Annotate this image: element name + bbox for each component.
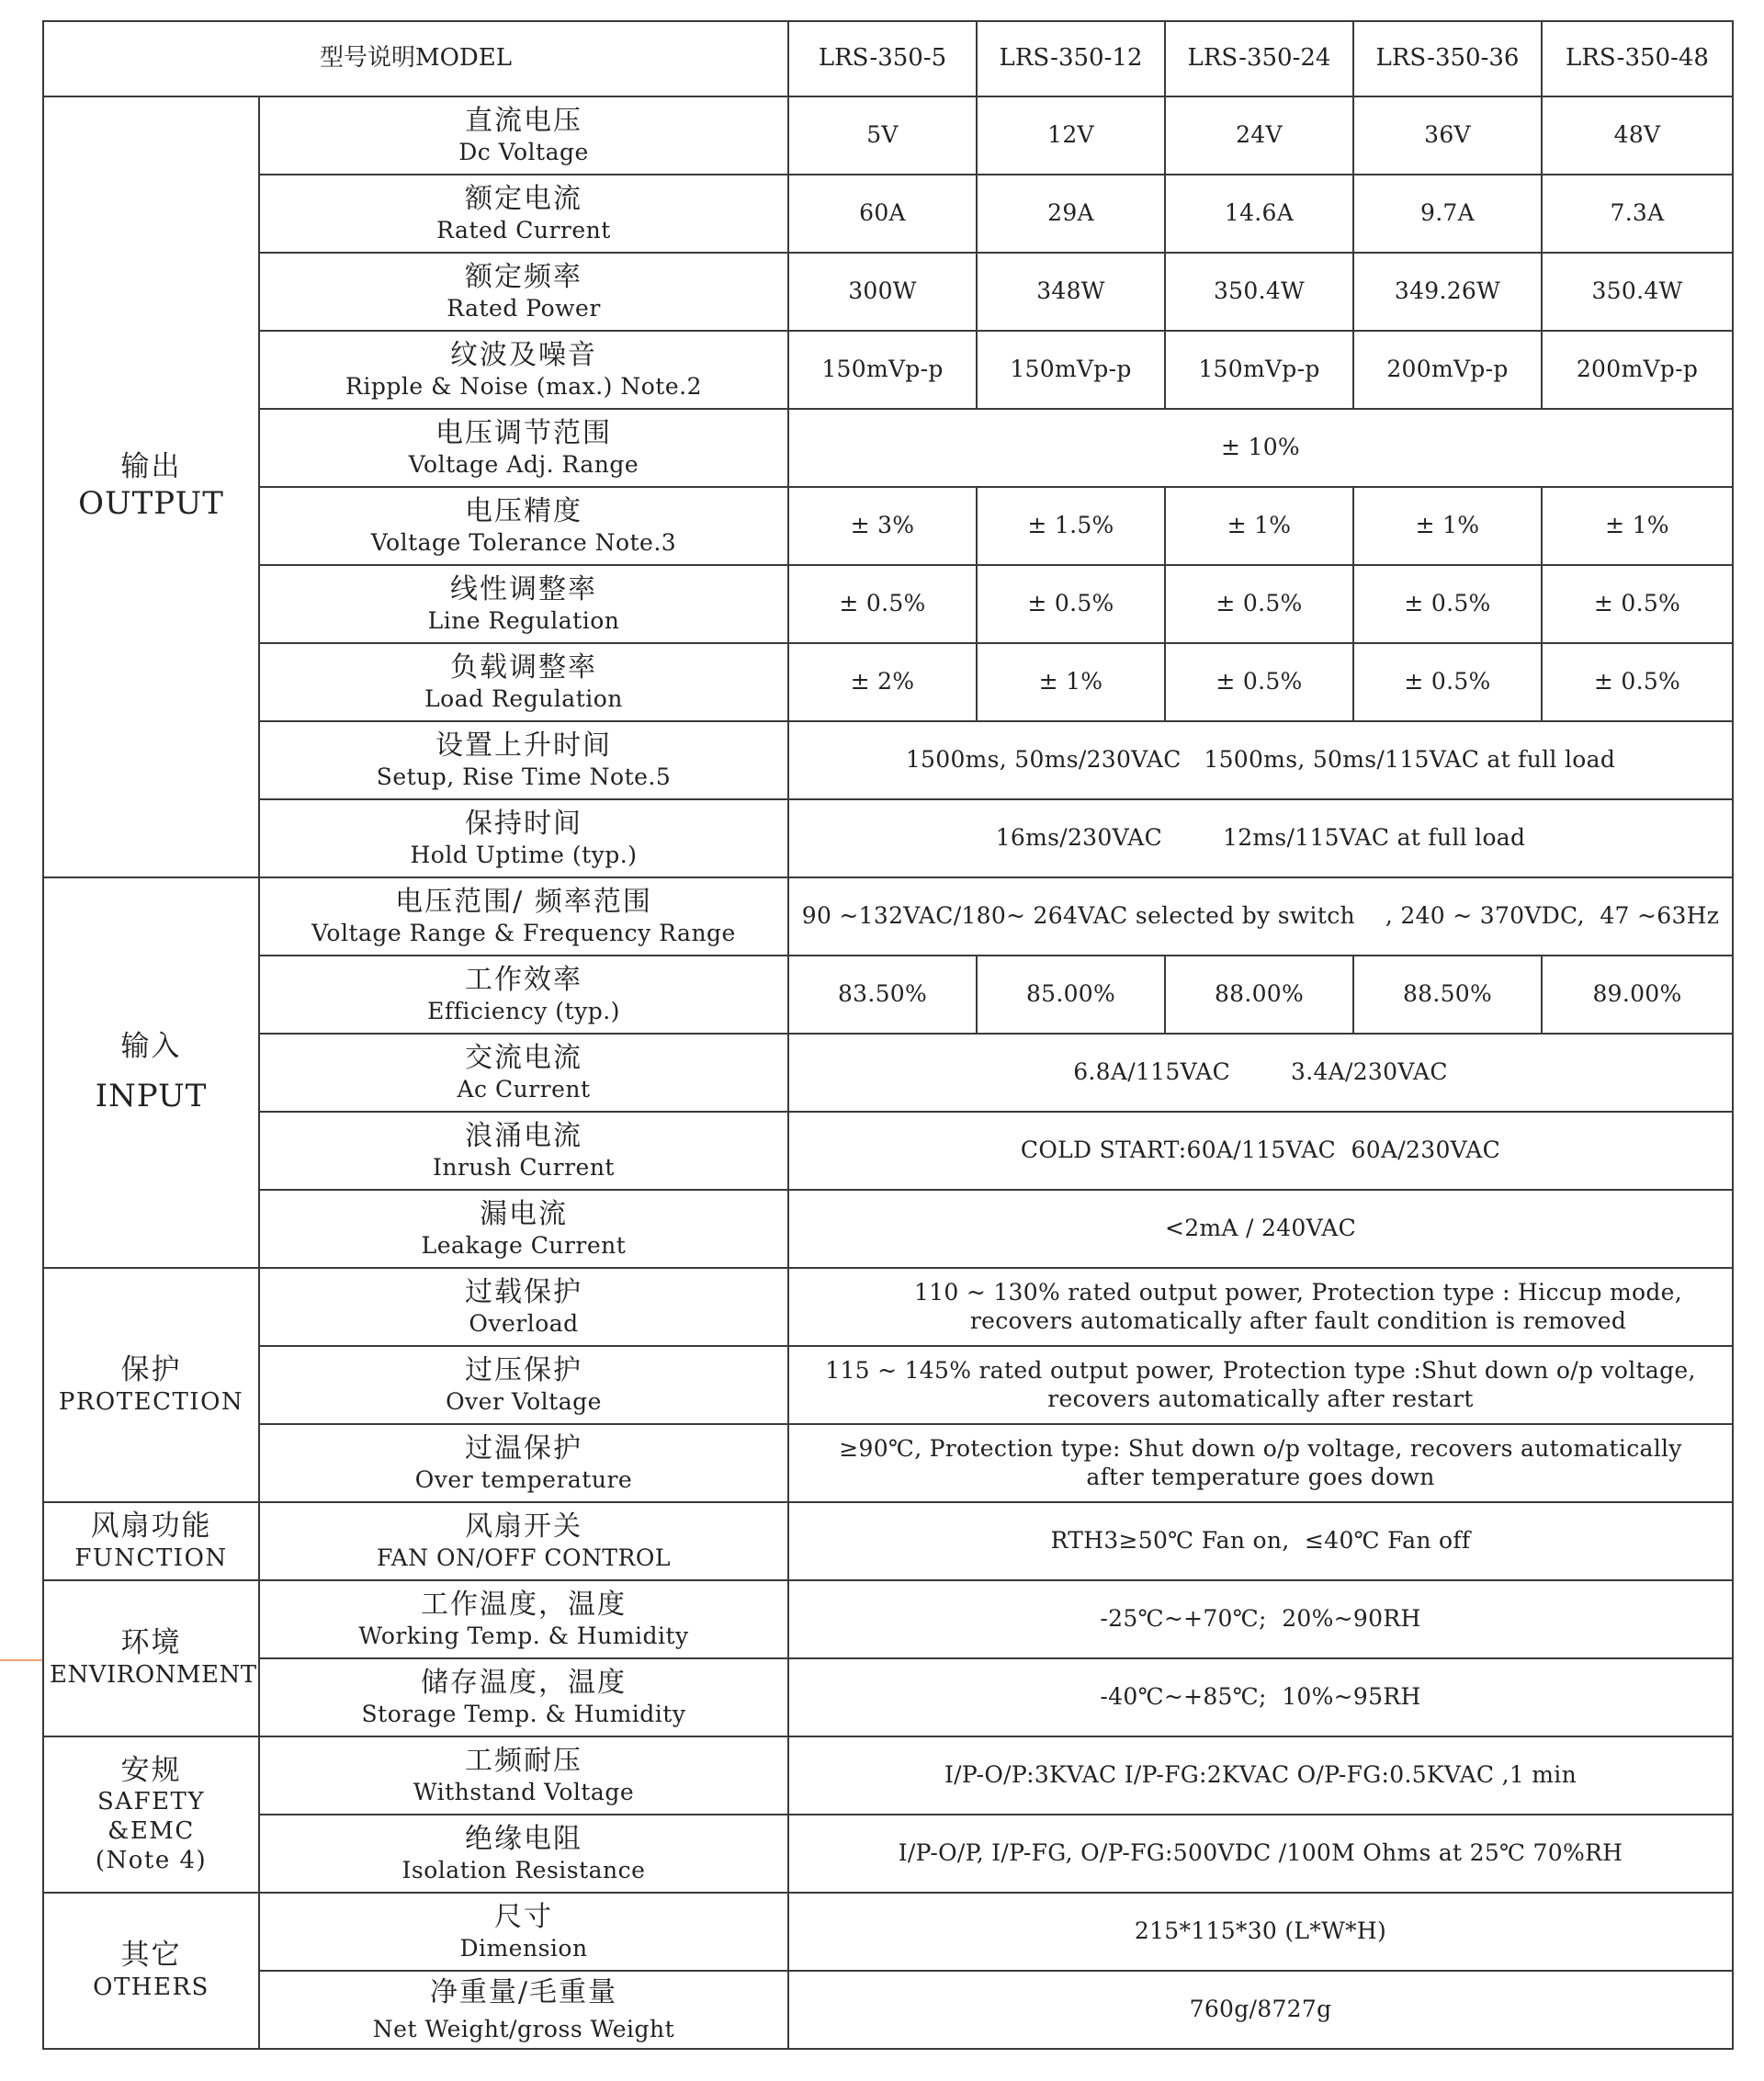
row-label-setup-rise: [259, 721, 788, 799]
table-row: [43, 1346, 1733, 1424]
row-label-en: Overload: [469, 1309, 579, 1337]
cell-value: 348W: [977, 253, 1165, 331]
table-row: [43, 1034, 1733, 1112]
cell-value: 9.7A: [1353, 175, 1542, 253]
cell-value: 24V: [1165, 96, 1353, 175]
row-label-voltage-adj: [259, 409, 788, 487]
cell-line: recovers automatically after restart: [1047, 1385, 1474, 1412]
cell-value: ± 1.5%: [977, 487, 1165, 565]
row-label-inrush-current: [259, 1112, 788, 1190]
cell-value: 200mVp-p: [1353, 331, 1542, 409]
row-label-en: Isolation Resistance: [401, 1856, 646, 1883]
cell-value: ± 3%: [788, 487, 977, 565]
cell-value: 85.00%: [977, 956, 1165, 1034]
cell-value: ± 0.5%: [1353, 565, 1542, 643]
table-row: [43, 799, 1733, 877]
cell-value: [788, 1346, 1733, 1424]
cell-value: 88.00%: [1165, 956, 1353, 1034]
cell-value: COLD START:60A/115VAC 60A/230VAC: [788, 1112, 1733, 1190]
row-label-en: Net Weight/gross Weight: [372, 2015, 675, 2042]
row-label-cn: 过压保护: [465, 1353, 582, 1386]
row-label-withstand-voltage: [259, 1736, 788, 1815]
cell-value: ± 1%: [977, 643, 1165, 721]
row-label-en: Load Regulation: [424, 684, 623, 712]
cell-value: 5V: [788, 96, 977, 175]
group-cn-label: 安规: [120, 1753, 182, 1787]
row-label-hold-up: [259, 799, 788, 877]
table-header-row: [43, 21, 1733, 96]
spec-sheet: [42, 20, 1734, 2050]
group-safety: [43, 1736, 259, 1893]
row-label-cn: 绝缘电阻: [465, 1822, 582, 1855]
group-en-label: FUNCTION: [74, 1544, 228, 1572]
model-header: LRS-350-36: [1353, 21, 1542, 96]
cell-value: ± 0.5%: [1165, 643, 1353, 721]
cell-value: 14.6A: [1165, 175, 1353, 253]
model-header: LRS-350-48: [1542, 21, 1733, 96]
table-row: [43, 1815, 1733, 1893]
cell-line: recovers automatically after fault condition is removed: [969, 1306, 1627, 1334]
model-header: LRS-350-5: [788, 21, 977, 96]
table-row: [43, 1971, 1733, 2049]
table-row: [43, 643, 1733, 721]
row-label-en: Over Voltage: [446, 1387, 602, 1415]
row-label-rated-current: [259, 175, 788, 253]
table-row: [43, 1190, 1733, 1268]
accent-line: [0, 1659, 42, 1661]
row-label-dc-voltage: [259, 96, 788, 175]
table-row: [43, 487, 1733, 565]
row-label-ac-current: [259, 1034, 788, 1112]
row-label-en: Dc Voltage: [458, 138, 589, 165]
cell-value: 60A: [788, 175, 977, 253]
row-label-cn: 设置上升时间: [435, 729, 612, 762]
row-label-overload: [259, 1268, 788, 1346]
group-output: [43, 96, 259, 877]
table-row: [43, 331, 1733, 409]
row-label-weight: [259, 1971, 788, 2049]
group-environment: [43, 1580, 259, 1736]
cell-value: I/P-O/P:3KVAC I/P-FG:2KVAC O/P-FG:0.5KVAC ,1 min: [788, 1736, 1733, 1815]
cell-value: 89.00%: [1542, 956, 1733, 1034]
row-label-en: Voltage Range & Frequency Range: [311, 919, 736, 946]
row-label-cn: 工作效率: [465, 963, 582, 996]
cell-value: <2mA / 240VAC: [788, 1190, 1733, 1268]
row-label-en: Ripple & Noise (max.) Note.2: [345, 372, 702, 400]
row-label-en: Rated Power: [447, 294, 601, 322]
group-note-label: (Note 4): [95, 1846, 208, 1874]
cell-value: ± 0.5%: [1542, 643, 1733, 721]
row-label-fan-control: [259, 1502, 788, 1580]
cell-line: 115 ~ 145% rated output power, Protection type :Shut down o/p voltage,: [825, 1357, 1696, 1384]
cell-value: ± 10%: [788, 409, 1733, 487]
row-label-en: Withstand Voltage: [413, 1778, 635, 1805]
cell-value: 200mVp-p: [1542, 331, 1733, 409]
cell-value: ± 0.5%: [1353, 643, 1542, 721]
row-label-en: Working Temp. & Humidity: [358, 1622, 689, 1649]
table-row: [43, 1502, 1733, 1580]
table-row: [43, 1580, 1733, 1658]
row-label-en: Efficiency (typ.): [427, 997, 620, 1024]
row-label-en: Voltage Adj. Range: [408, 450, 639, 478]
row-label-cn: 电压调节范围: [435, 416, 612, 449]
cell-value: 150mVp-p: [1165, 331, 1353, 409]
cell-value: 150mVp-p: [977, 331, 1165, 409]
cell-value: 6.8A/115VAC 3.4A/230VAC: [788, 1034, 1733, 1112]
cell-value: 1500ms, 50ms/230VAC 1500ms, 50ms/115VAC at full load: [788, 721, 1733, 799]
cell-value: 48V: [1542, 96, 1733, 175]
row-label-en: FAN ON/OFF CONTROL: [376, 1544, 672, 1571]
row-label-cn: 交流电流: [465, 1041, 582, 1074]
row-label-cn: 浪涌电流: [465, 1119, 582, 1152]
table-row: [43, 565, 1733, 643]
cell-line: ≥90℃, Protection type: Shut down o/p voltage, recovers automatically: [839, 1435, 1682, 1462]
cell-value: 12V: [977, 96, 1165, 175]
row-label-en: Line Regulation: [427, 606, 620, 634]
row-label-cn: 储存温度，温度: [421, 1666, 627, 1699]
row-label-ripple: [259, 331, 788, 409]
cell-value: 300W: [788, 253, 977, 331]
group-function: [43, 1502, 259, 1580]
row-label-cn: 额定电流: [465, 182, 582, 215]
cell-value: -40℃~+85℃; 10%~95RH: [788, 1658, 1733, 1736]
row-label-load-regulation: [259, 643, 788, 721]
group-en-label: INPUT: [95, 1077, 208, 1114]
cell-value: 215*115*30 (L*W*H): [788, 1893, 1733, 1971]
row-label-en: Storage Temp. & Humidity: [361, 1700, 686, 1727]
row-label-over-voltage: [259, 1346, 788, 1424]
cell-value: RTH3≥50℃ Fan on, ≤40℃ Fan off: [788, 1502, 1733, 1580]
group-en-label: PROTECTION: [58, 1387, 244, 1416]
cell-value: ± 0.5%: [977, 565, 1165, 643]
table-row: [43, 1736, 1733, 1815]
cell-value: 350.4W: [1165, 253, 1353, 331]
cell-value: 90 ~132VAC/180~ 264VAC selected by switch , 240 ~ 370VDC, 47 ~63Hz: [788, 877, 1733, 956]
row-label-cn: 保持时间: [465, 807, 582, 840]
cell-value: ± 0.5%: [1165, 565, 1353, 643]
group-protection: [43, 1268, 259, 1502]
group-input: [43, 877, 259, 1268]
row-label-en: Dimension: [459, 1934, 588, 1962]
row-label-cn: 风扇开关: [465, 1510, 582, 1543]
group-cn-label: 输出: [120, 450, 182, 484]
group-en-label: OUTPUT: [78, 485, 224, 523]
row-label-en: Inrush Current: [433, 1153, 615, 1181]
cell-value: [788, 1424, 1733, 1502]
cell-value: ± 2%: [788, 643, 977, 721]
row-label-cn: 电压范围/ 频率范围: [395, 885, 652, 918]
cell-value: I/P-O/P, I/P-FG, O/P-FG:500VDC /100M Ohms at 25℃ 70%RH: [788, 1815, 1733, 1893]
table-row: [43, 1424, 1733, 1502]
group-en-label: OTHERS: [93, 1974, 209, 2002]
cell-line: 110 ~ 130% rated output power, Protection type : Hiccup mode,: [913, 1279, 1682, 1306]
row-label-cn: 直流电压: [465, 104, 582, 137]
group-cn-label: 输入: [120, 1029, 182, 1063]
row-label-voltage-tolerance: [259, 487, 788, 565]
cell-value: ± 1%: [1165, 487, 1353, 565]
group-cn-label: 其它: [120, 1939, 182, 1973]
row-label-leakage-current: [259, 1190, 788, 1268]
cell-value: 150mVp-p: [788, 331, 977, 409]
cell-line: after temperature goes down: [1086, 1463, 1435, 1490]
cell-value: 350.4W: [1542, 253, 1733, 331]
cell-value: 29A: [977, 175, 1165, 253]
cell-value: ± 0.5%: [788, 565, 977, 643]
cell-value: 760g/8727g: [788, 1971, 1733, 2049]
table-row: [43, 1112, 1733, 1190]
row-label-cn: 尺寸: [494, 1900, 553, 1933]
table-row: [43, 175, 1733, 253]
table-row: [43, 956, 1733, 1034]
group-cn-label: 保护: [120, 1352, 182, 1386]
table-row: [43, 253, 1733, 331]
group-en-label: ENVIRONMENT: [50, 1661, 257, 1690]
row-label-cn: 纹波及噪音: [450, 338, 597, 371]
table-row: [43, 721, 1733, 799]
cell-value: -25℃~+70℃; 20%~90RH: [788, 1580, 1733, 1658]
cell-value: ± 0.5%: [1542, 565, 1733, 643]
row-label-en: Hold Uptime (typ.): [410, 841, 638, 868]
row-label-cn: 额定频率: [465, 260, 582, 293]
row-label-en: Voltage Tolerance Note.3: [370, 528, 677, 556]
spec-table: [42, 20, 1734, 2050]
row-label-rated-power: [259, 253, 788, 331]
model-label: 型号说明MODEL: [43, 21, 788, 96]
cell-value: 7.3A: [1542, 175, 1733, 253]
row-label-en: Ac Current: [457, 1075, 591, 1103]
row-label-cn: 漏电流: [480, 1197, 568, 1230]
row-label-storage-temp: [259, 1658, 788, 1736]
model-header: LRS-350-12: [977, 21, 1165, 96]
row-label-cn: 线性调整率: [450, 572, 597, 605]
cell-value: 83.50%: [788, 956, 977, 1034]
row-label-efficiency: [259, 956, 788, 1034]
cell-value: ± 1%: [1542, 487, 1733, 565]
cell-value: ± 1%: [1353, 487, 1542, 565]
row-label-en: Rated Current: [436, 216, 611, 243]
group-cn-label: 环境: [120, 1626, 182, 1660]
row-label-isolation-resistance: [259, 1815, 788, 1893]
row-label-cn: 净重量/毛重量: [429, 1975, 618, 2008]
row-label-working-temp: [259, 1580, 788, 1658]
row-label-en: Over temperature: [414, 1465, 633, 1493]
table-row: [43, 1268, 1733, 1346]
row-label-cn: 工作温度，温度: [421, 1588, 627, 1621]
row-label-en: Setup, Rise Time Note.5: [376, 763, 672, 790]
row-label-over-temperature: [259, 1424, 788, 1502]
cell-value: 88.50%: [1353, 956, 1542, 1034]
row-label-cn: 工频耐压: [465, 1744, 582, 1777]
table-row: [43, 96, 1733, 175]
row-label-cn: 过载保护: [465, 1275, 582, 1308]
row-label-cn: 电压精度: [465, 494, 582, 527]
row-label-en: Leakage Current: [421, 1231, 627, 1259]
table-row: [43, 409, 1733, 487]
model-header: LRS-350-24: [1165, 21, 1353, 96]
row-label-line-regulation: [259, 565, 788, 643]
cell-value: 349.26W: [1353, 253, 1542, 331]
group-cn-label: 风扇功能: [90, 1509, 212, 1543]
row-label-voltage-range: [259, 877, 788, 956]
cell-value: [788, 1268, 1733, 1346]
group-others: [43, 1893, 259, 2049]
table-row: [43, 877, 1733, 956]
group-en-label: SAFETY &EMC: [96, 1788, 206, 1846]
row-label-cn: 过温保护: [465, 1431, 582, 1465]
row-label-dimension: [259, 1893, 788, 1971]
table-row: [43, 1658, 1733, 1736]
cell-value: 36V: [1353, 96, 1542, 175]
table-row: [43, 1893, 1733, 1971]
cell-value: 16ms/230VAC 12ms/115VAC at full load: [788, 799, 1733, 877]
row-label-cn: 负载调整率: [450, 650, 597, 684]
